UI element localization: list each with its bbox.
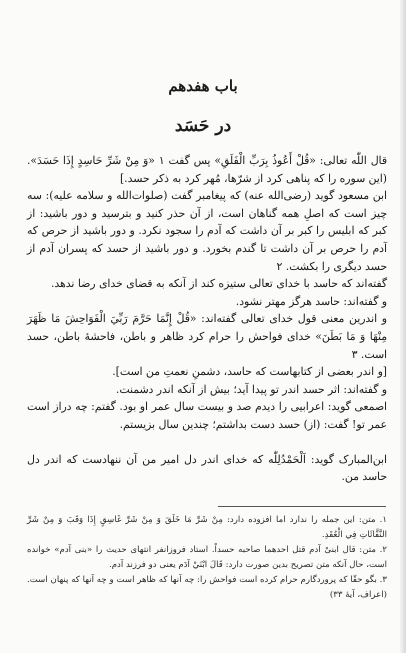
section-title: در حَسَد	[174, 116, 232, 136]
paragraph: ابن‌المبارک گوید: اَلْحَمْدُلِلّٰه که خدای اندر دل امیر من آن ننهادست که اندر دل حاسد من.	[27, 452, 387, 484]
paragraph: [و اندر بعضی از کتابهاست که حاسد، دشمنِ نعمتِ من است].	[112, 365, 387, 379]
footnotes	[27, 513, 387, 603]
paragraph: و گفته‌اند: حاسد هرگز مهتر نشود.	[235, 294, 387, 308]
page-edge	[400, 0, 406, 653]
footnote-rule	[218, 506, 386, 507]
paragraph: و گفته‌اند: اثر حسد اندر تو پیدا آید؛ بیش از آنکه اندر دشمنت.	[115, 382, 387, 396]
chapter-title: باب هفدهم	[168, 77, 238, 95]
paragraph: اصمعی گوید: اعرابیی را دیدم صد و بیست سال عمر او بود. گفتم: چه دراز است عمر تو! گفت: (از) حسد دست بداشتم؛ چندین سال بزیستم.	[27, 400, 387, 431]
paragraph: ابن مسعود گوید (رضی‌الله عنه) که پیغامبر گفت (صلوات‌الله و سلامه علیه): سه چیز است که اصلِ همه گناهان است، از آن حذر کنید و بترسید و دور باشید: از کبر که ابلیس را کبر بر آن داشت که آدم را سجود نکرد. و دور باشید از حرص که آدم را حرص بر آن داشت تا گندم بخورد. و دور باشید از حسد که پسران آدم از حسد دیگری را بکشت. ۲	[27, 189, 387, 273]
body-text	[27, 152, 387, 486]
paragraph: قال اللّٰه تعالی: «قُلْ أَعُوذُ بِرَبِّ الْفَلَقِ» پس گفت ۱ «وَ مِنْ شَرِّ حَاسِدٍ إِذَا حَسَدَ». (این سوره را که پناهی کرد از شرّها، مُهر کرد به ذکر حسد.]	[27, 154, 387, 185]
paragraph: و اندرین معنی قول خدای تعالی گفته‌اند: «قُلْ إِنَّمَا حَرَّمَ رَبِّيَ الْفَوَاحِشَ مَا ظَهَرَ مِنْهَا وَ مَا بَطَنَ» خدای فواحش را حرام کرد ظاهر و باطن، فاحشهٔ باطن، حسد است. ۳	[27, 312, 387, 361]
footnote: ۲. متن: قال ابنیْ آدم قتل احدهما صاحبه حسداً. استاد فروزانفر انتهای حدیث را «بنی آدم» خوانده است، حال آنکه متن تصریح بدین صورت دارد: قَالَ ابْنَيْ آدَم یعنی دو فرزند آدم.	[27, 545, 387, 570]
paragraph-gap	[27, 434, 387, 451]
footnote: ۱. متن: این جمله را ندارد اما افزوده دارد: مِنْ شَرِّ مَا خَلَقَ وَ مِنْ شَرِّ غَاسِقٍ إِذَا وَقَبَ وَ مِنْ شَرِّ النَّفَّاثَاتِ فِي الْعُقَدِ.	[27, 515, 387, 540]
paragraph: گفته‌اند که حاسد با خدای تعالی ستیزه کند از آنکه به قضای خدای رضا ندهد.	[50, 277, 387, 291]
footnote: ۳. بگو حقّا که پروردگارم حرام کرده است فواحش را: چه آنها که ظاهر است و چه آنها که پنهان است. (اعراف، آیهٔ ۳۳)	[27, 575, 387, 600]
